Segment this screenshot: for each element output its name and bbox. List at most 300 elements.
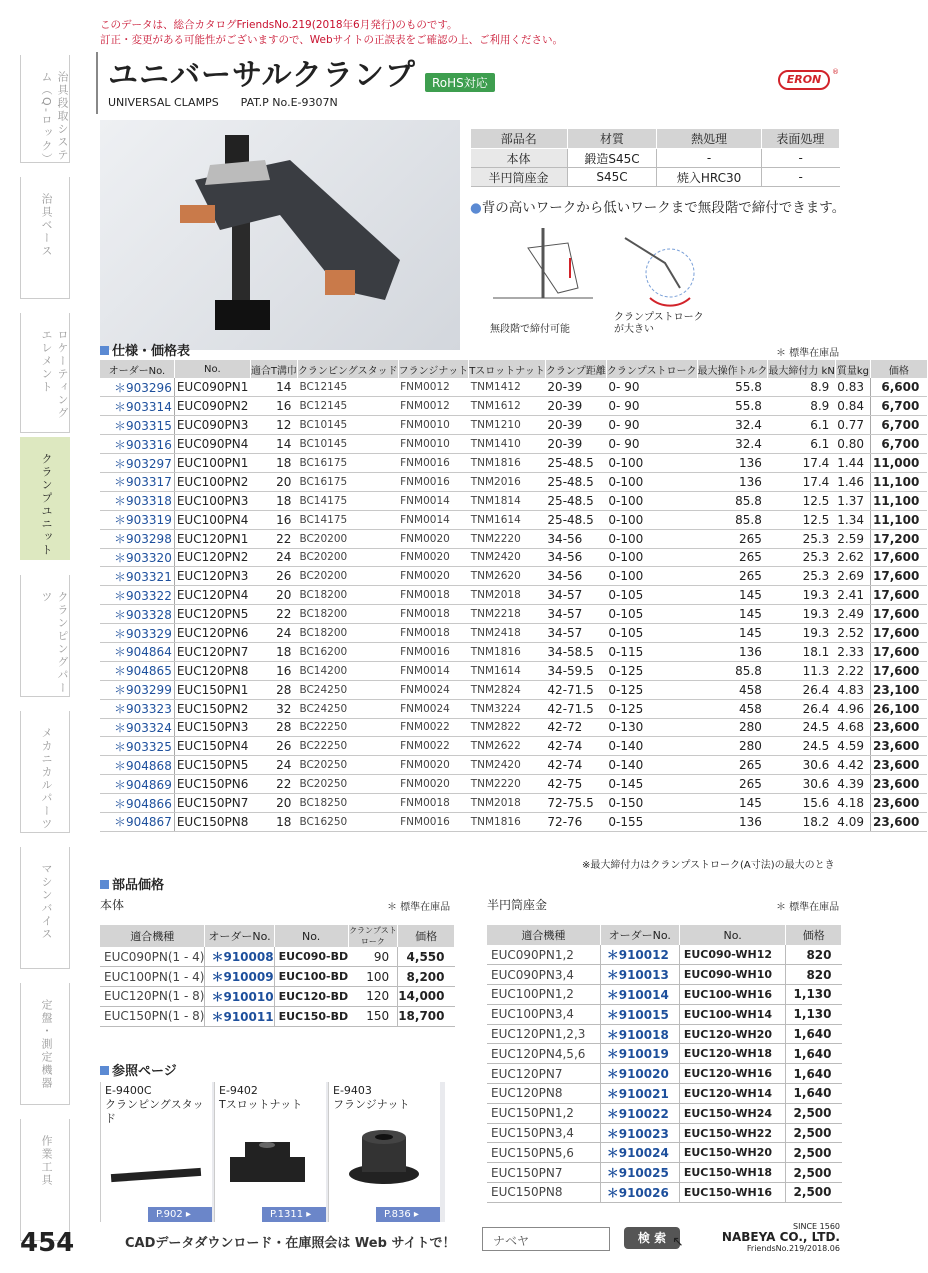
order-number [600, 1183, 679, 1203]
spec-cell: FNM0012 [398, 397, 469, 416]
search-button-label: 検 索 [637, 1231, 667, 1245]
spec-cell: 0- 90 [606, 397, 697, 416]
stock-star: ＊ [606, 1146, 619, 1161]
order-number-value: 903324 [126, 720, 172, 735]
spec-cell: 0-140 [606, 756, 697, 775]
spec-cell: BC20250 [297, 775, 398, 794]
spec-cell: 34-57 [545, 586, 606, 605]
price-cell: 820 [786, 945, 842, 965]
material-table [470, 128, 840, 187]
spec-cell: TNM1816 [469, 642, 546, 661]
spec-cell: 280 [697, 718, 768, 737]
table-row [487, 1044, 842, 1064]
sidebar-item-jig-base[interactable] [20, 177, 70, 299]
spec-cell: 2.33 [835, 642, 870, 661]
spec-cell: 4.96 [835, 699, 870, 718]
spec-cell: BC24250 [297, 680, 398, 699]
spec-cell: 1.46 [835, 472, 870, 491]
spec-cell: FNM0020 [398, 567, 469, 586]
price-cell: EUC120-WH16 [679, 1064, 786, 1084]
table-row [487, 1123, 842, 1143]
material-cell: - [761, 149, 839, 168]
table-row [100, 548, 927, 567]
spec-cell: 55.8 [697, 378, 768, 397]
spec-cell: 12.5 [768, 491, 835, 510]
spec-cell: BC16175 [297, 472, 398, 491]
price-cell: 2,500 [786, 1123, 842, 1143]
clamp-illustration [100, 120, 460, 350]
spec-cell: 42-74 [545, 756, 606, 775]
spec-cell: 145 [697, 605, 768, 624]
sidebar-item-qlock[interactable] [20, 55, 70, 166]
spec-cell: TNM1816 [469, 454, 546, 473]
order-number-value: 910023 [618, 1126, 669, 1141]
price-cell: EUC100-WH14 [679, 1004, 786, 1024]
spec-cell: 16 [250, 397, 297, 416]
spec-cell: EUC090PN4 [174, 435, 250, 454]
price-cell: EUC120-WH20 [679, 1024, 786, 1044]
material-cell: - [657, 149, 761, 168]
order-number [100, 416, 174, 435]
table-row [471, 168, 840, 187]
price-cell: EUC120-WH18 [679, 1044, 786, 1064]
spec-cell: 145 [697, 794, 768, 813]
stock-star: ＊ [114, 399, 127, 414]
price-cell: 2,500 [786, 1103, 842, 1123]
parts-section-title [100, 874, 164, 893]
spec-cell: BC16250 [297, 812, 398, 831]
spec-cell: 22 [250, 529, 297, 548]
sidebar-label: マシンバイス [40, 863, 53, 941]
spec-cell: FNM0018 [398, 794, 469, 813]
spec-cell: 458 [697, 680, 768, 699]
order-number-value: 903314 [126, 399, 172, 414]
sidebar-item-tools[interactable] [20, 1119, 70, 1241]
spec-cell: 14 [250, 435, 297, 454]
spec-cell: BC10145 [297, 435, 398, 454]
spec-cell: 34-56 [545, 548, 606, 567]
order-number-value: 903315 [126, 418, 172, 433]
stepless-diagram [488, 218, 598, 318]
spec-cell: 0-145 [606, 775, 697, 794]
order-number [600, 1024, 679, 1044]
order-number [205, 1006, 274, 1026]
spec-cell: 20 [250, 794, 297, 813]
spec-cell: 23,600 [871, 794, 928, 813]
spec-cell: 0- 90 [606, 416, 697, 435]
price-cell: EUC090PN(1 - 4) [100, 947, 205, 967]
price-cell: 8,200 [398, 967, 455, 987]
price-cell: EUC150PN5,6 [487, 1143, 600, 1163]
spec-cell: TNM2418 [469, 624, 546, 643]
order-number [600, 985, 679, 1005]
spec-cell: 0-115 [606, 642, 697, 661]
stock-star: ＊ [606, 1126, 619, 1141]
spec-cell: 20-39 [545, 416, 606, 435]
spec-cell: TNM2822 [469, 718, 546, 737]
section-marker-icon [100, 1066, 109, 1075]
price-cell: 2,500 [786, 1143, 842, 1163]
spec-cell: 4.59 [835, 737, 870, 756]
spec-cell: 26.4 [768, 680, 835, 699]
table-row [487, 1163, 842, 1183]
price-cell: EUC100-WH16 [679, 985, 786, 1005]
order-number [100, 435, 174, 454]
spec-cell: 4.42 [835, 756, 870, 775]
spec-cell: 0-125 [606, 680, 697, 699]
stock-star: ＊ [114, 626, 127, 641]
stock-star: ＊ [114, 380, 127, 395]
search-input[interactable]: ナベヤ [482, 1227, 610, 1251]
sidebar-item-vise[interactable] [20, 847, 70, 969]
price-cell: EUC100PN1,2 [487, 985, 600, 1005]
spec-cell: BC24250 [297, 699, 398, 718]
body-price-table [100, 925, 455, 1027]
spec-cell: 30.6 [768, 775, 835, 794]
order-number-value: 903320 [126, 550, 172, 565]
cursor-icon: ↖ [672, 1234, 684, 1250]
material-cell: 焼入HRC30 [657, 168, 761, 187]
diagram-right-caption: クランプストローク が大きい [614, 312, 704, 335]
stock-star: ＊ [114, 513, 127, 528]
spec-cell: 17,600 [871, 642, 928, 661]
spec-cell: 42-75 [545, 775, 606, 794]
price-cell: 120 [348, 987, 398, 1007]
ref-card[interactable] [214, 1082, 326, 1222]
ref-page-link[interactable]: P.1311 ▸ [262, 1207, 326, 1222]
order-number-value: 903318 [126, 494, 172, 509]
catalog-info: FriendsNo.219/2018.06 [746, 1244, 840, 1253]
price-cell: EUC090-BD [274, 947, 348, 967]
spec-cell: 0-150 [606, 794, 697, 813]
table-row [100, 472, 927, 491]
spec-cell: 6,700 [871, 435, 928, 454]
spec-cell: EUC120PN4 [174, 586, 250, 605]
spec-cell: 11,100 [871, 472, 928, 491]
spec-cell: 4.83 [835, 680, 870, 699]
spec-header: クランプ距離 [545, 360, 606, 378]
stroke-diagram [605, 218, 705, 308]
spec-cell: BC20200 [297, 529, 398, 548]
spec-cell: TNM2622 [469, 737, 546, 756]
spec-cell: TNM1816 [469, 812, 546, 831]
spec-cell: FNM0022 [398, 718, 469, 737]
table-row [100, 567, 927, 586]
spec-cell: TNM1210 [469, 416, 546, 435]
price-cell: 1,130 [786, 1004, 842, 1024]
ref-name: フランジナット [333, 1098, 410, 1111]
price-cell: EUC150-WH22 [679, 1123, 786, 1143]
order-number [100, 567, 174, 586]
sidebar-label: クランプユニット [40, 453, 53, 557]
spec-cell: 136 [697, 642, 768, 661]
sidebar-label: ロケーティングエレメント [40, 329, 69, 420]
order-number-value: 903319 [126, 513, 172, 528]
spec-cell: 265 [697, 567, 768, 586]
order-number [600, 1044, 679, 1064]
spec-cell: TNM2620 [469, 567, 546, 586]
spec-cell: 34-57 [545, 624, 606, 643]
spec-cell: 6.1 [768, 435, 835, 454]
spec-cell: 1.34 [835, 510, 870, 529]
spec-cell: 23,600 [871, 718, 928, 737]
spec-cell: TNM1412 [469, 378, 546, 397]
order-number-value: 910022 [618, 1106, 669, 1121]
ref-page: P.902 [156, 1209, 183, 1220]
order-number [100, 680, 174, 699]
spec-cell: 265 [697, 529, 768, 548]
spec-stock-note: ＊ 標準在庫品 [776, 348, 840, 359]
price-cell: 2,500 [786, 1163, 842, 1183]
price-header: 適合機種 [487, 925, 600, 945]
ref-page-link[interactable]: P.902 ▸ [148, 1207, 212, 1222]
price-cell: EUC150-BD [274, 1006, 348, 1026]
stock-star: ＊ [114, 569, 127, 584]
order-number [100, 812, 174, 831]
order-number [100, 586, 174, 605]
spec-cell: 0-100 [606, 529, 697, 548]
price-header: クランプストローク [349, 926, 397, 946]
price-cell: 1,130 [786, 985, 842, 1005]
table-row [487, 1103, 842, 1123]
spec-cell: EUC150PN6 [174, 775, 250, 794]
price-cell: EUC090PN1,2 [487, 945, 600, 965]
spec-cell: 15.6 [768, 794, 835, 813]
spec-header: フランジナット [398, 360, 469, 378]
ref-page-link[interactable]: P.836 ▸ [376, 1207, 440, 1222]
spec-cell: 2.62 [835, 548, 870, 567]
spec-cell: TNM2218 [469, 605, 546, 624]
spec-cell: 1.44 [835, 454, 870, 473]
table-row [487, 1064, 842, 1084]
section-marker-icon [100, 346, 109, 355]
order-number [600, 945, 679, 965]
order-number-value: 903298 [126, 532, 172, 547]
spec-cell: FNM0012 [398, 378, 469, 397]
spec-cell: 28 [250, 718, 297, 737]
spec-cell: BC14175 [297, 510, 398, 529]
spec-cell: 17.4 [768, 472, 835, 491]
spec-title: 仕様・価格表 [112, 344, 191, 359]
sidebar-item-locating[interactable] [20, 313, 70, 433]
table-row [487, 965, 842, 985]
table-row [100, 491, 927, 510]
table-row [100, 794, 927, 813]
spec-cell: FNM0020 [398, 756, 469, 775]
price-cell: EUC120PN8 [487, 1084, 600, 1104]
spec-cell: 24.5 [768, 718, 835, 737]
spec-cell: BC20250 [297, 756, 398, 775]
spec-cell: 11,000 [871, 454, 928, 473]
order-number-value: 903322 [126, 588, 172, 603]
spec-cell: FNM0010 [398, 435, 469, 454]
spec-cell: FNM0016 [398, 454, 469, 473]
title-divider [96, 52, 98, 114]
price-cell: EUC090PN3,4 [487, 965, 600, 985]
spec-cell: BC16200 [297, 642, 398, 661]
spec-cell: 0.77 [835, 416, 870, 435]
spec-cell: 265 [697, 775, 768, 794]
order-number [100, 661, 174, 680]
stock-star: ＊ [606, 1027, 619, 1042]
stock-star: ＊ [114, 607, 127, 622]
order-number [100, 397, 174, 416]
spec-cell: 265 [697, 548, 768, 567]
order-number [100, 775, 174, 794]
spec-cell: BC18250 [297, 794, 398, 813]
order-number-value: 904867 [126, 815, 172, 830]
spec-cell: 4.09 [835, 812, 870, 831]
table-row [100, 987, 455, 1007]
order-number [100, 529, 174, 548]
spec-cell: 14 [250, 378, 297, 397]
order-number-value: 904865 [126, 664, 172, 679]
spec-cell: 17,600 [871, 624, 928, 643]
table-row [100, 661, 927, 680]
spec-cell: 17,200 [871, 529, 928, 548]
price-cell: EUC120-WH14 [679, 1084, 786, 1104]
table-row [100, 680, 927, 699]
spec-cell: 0- 90 [606, 378, 697, 397]
spec-cell: 42-71.5 [545, 699, 606, 718]
spec-cell: 22 [250, 775, 297, 794]
order-number-value: 904864 [126, 645, 172, 660]
order-number-value: 910011 [223, 1009, 274, 1024]
spec-cell: 11,100 [871, 491, 928, 510]
order-number-value: 910008 [223, 950, 274, 965]
ref-page: P.836 [384, 1209, 411, 1220]
spec-cell: BC14175 [297, 491, 398, 510]
page-subtitle: UNIVERSAL CLAMPS PAT.P No.E-9307N [108, 96, 338, 109]
order-number [600, 1103, 679, 1123]
spec-cell: TNM2220 [469, 775, 546, 794]
stock-star: ＊ [606, 1067, 619, 1082]
spec-cell: 0-100 [606, 454, 697, 473]
spec-cell: 4.68 [835, 718, 870, 737]
sidebar-item-clamp-unit[interactable] [20, 437, 70, 560]
table-row [100, 624, 927, 643]
stock-star: ＊ [114, 683, 127, 698]
spec-cell: 18 [250, 642, 297, 661]
spec-cell: 25.3 [768, 567, 835, 586]
spec-cell: FNM0014 [398, 661, 469, 680]
ref-card[interactable] [100, 1082, 212, 1222]
product-photo [100, 120, 460, 350]
stock-star: ＊ [606, 1106, 619, 1121]
price-header: No. [679, 925, 786, 945]
price-cell: 1,640 [786, 1024, 842, 1044]
spec-header: 質量kg [835, 360, 870, 378]
spec-cell: TNM2420 [469, 548, 546, 567]
order-number [205, 987, 274, 1007]
spec-cell: FNM0022 [398, 737, 469, 756]
spec-cell: 18.2 [768, 812, 835, 831]
spec-cell: TNM1614 [469, 510, 546, 529]
price-cell: EUC150-WH18 [679, 1163, 786, 1183]
since-text: SINCE 1560 [793, 1222, 840, 1231]
stock-star: ＊ [114, 815, 127, 830]
stock-star: ＊ [114, 475, 127, 490]
registered-mark: ® [832, 68, 839, 76]
order-number-value: 910013 [618, 968, 669, 983]
price-cell: EUC120PN7 [487, 1064, 600, 1084]
cad-banner: CADデータダウンロード・在庫照会は Web サイトで！ [125, 1236, 456, 1251]
spec-cell: EUC090PN2 [174, 397, 250, 416]
bullet-icon: ● [470, 200, 482, 216]
sidebar-item-clamping-parts[interactable] [20, 575, 70, 697]
spec-cell: 17,600 [871, 548, 928, 567]
spec-cell: EUC150PN2 [174, 699, 250, 718]
spec-cell: FNM0016 [398, 642, 469, 661]
price-cell: 820 [786, 965, 842, 985]
spec-cell: 12.5 [768, 510, 835, 529]
order-number [205, 967, 274, 987]
ref-name: クランピングスタッド [105, 1098, 204, 1125]
spec-cell: 25-48.5 [545, 472, 606, 491]
spec-cell: FNM0018 [398, 586, 469, 605]
ref-code: E-9403 [333, 1084, 372, 1097]
table-row [100, 947, 455, 967]
spec-cell: FNM0014 [398, 491, 469, 510]
spec-cell: BC18200 [297, 586, 398, 605]
price-cell: EUC150-WH24 [679, 1103, 786, 1123]
stock-star: ＊ [606, 1047, 619, 1062]
section-marker-icon [100, 880, 109, 889]
spec-cell: 34-59.5 [545, 661, 606, 680]
spec-header: 最大操作トルク [697, 360, 768, 378]
tnut-image [215, 1112, 325, 1192]
order-number-value: 910012 [618, 948, 669, 963]
price-cell: EUC120PN1,2,3 [487, 1024, 600, 1044]
spec-cell: 0-130 [606, 718, 697, 737]
stock-star: ＊ [114, 494, 127, 509]
table-row [100, 416, 927, 435]
spec-cell: 0-105 [606, 605, 697, 624]
sidebar-item-measuring[interactable] [20, 983, 70, 1105]
stock-star: ＊ [114, 550, 127, 565]
spec-table [100, 360, 928, 832]
spec-cell: EUC120PN7 [174, 642, 250, 661]
order-number [100, 718, 174, 737]
price-cell: EUC150-WH20 [679, 1143, 786, 1163]
ref-card[interactable] [328, 1082, 440, 1222]
price-header: 適合機種 [100, 925, 205, 947]
spec-cell: 32 [250, 699, 297, 718]
table-row [487, 1183, 842, 1203]
sidebar-label: 治具ベース [40, 193, 53, 258]
sidebar-item-mechanical[interactable] [20, 711, 70, 833]
order-number [100, 605, 174, 624]
table-row [100, 775, 927, 794]
washer-label: 半円筒座金 [487, 898, 548, 912]
price-cell: EUC150PN(1 - 8) [100, 1006, 205, 1026]
spec-cell: 18.1 [768, 642, 835, 661]
price-cell: EUC150PN1,2 [487, 1103, 600, 1123]
price-cell: EUC120PN4,5,6 [487, 1044, 600, 1064]
stock-star: ＊ [114, 720, 127, 735]
spec-header: No. [174, 360, 250, 378]
stock-star: ＊ [114, 588, 127, 603]
spec-cell: TNM3224 [469, 699, 546, 718]
stock-star: ＊ [606, 987, 619, 1002]
stock-star: ＊ [211, 950, 224, 965]
order-number [600, 1143, 679, 1163]
spec-cell: 25.3 [768, 529, 835, 548]
order-number-value: 910015 [618, 1007, 669, 1022]
spec-cell: 16 [250, 661, 297, 680]
spec-cell: 18 [250, 812, 297, 831]
spec-cell: 0-105 [606, 586, 697, 605]
